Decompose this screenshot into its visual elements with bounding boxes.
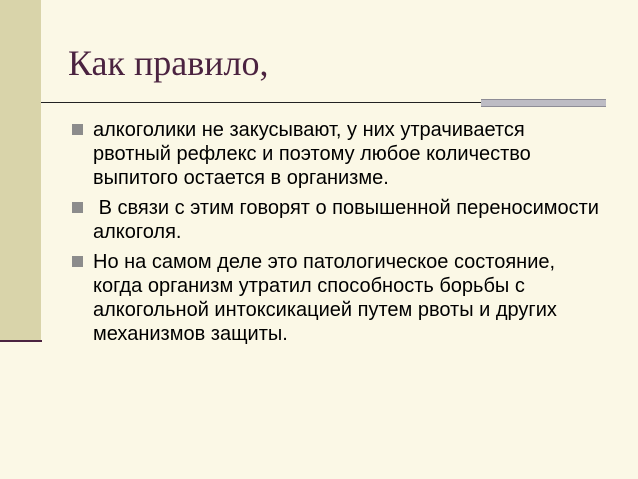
title-divider-thin (41, 102, 481, 103)
square-bullet-icon (72, 202, 83, 213)
bullet-text: В связи с этим говорят о повышенной переносимости алкоголя. (93, 197, 605, 243)
square-bullet-icon (72, 124, 83, 135)
bullet-item (70, 196, 605, 244)
title-divider-accent (481, 99, 606, 107)
slide-title: Как правило, (68, 43, 269, 83)
bullet-list (70, 118, 605, 352)
side-decorative-band (0, 0, 41, 340)
side-band-underline (0, 340, 42, 342)
bullet-item (70, 250, 600, 346)
bullet-text: Но на самом деле это патологическое состояние, когда организм утратил способность борьбы с алкогольной интоксикацией путем рвоты и других механизмов защиты. (93, 251, 557, 345)
square-bullet-icon (72, 256, 83, 267)
bullet-text: алкоголики не закусывают, у них утрачивается рвотный рефлекс и поэтому любое количество выпитого остается в организме. (93, 119, 531, 189)
bullet-item (70, 118, 600, 190)
